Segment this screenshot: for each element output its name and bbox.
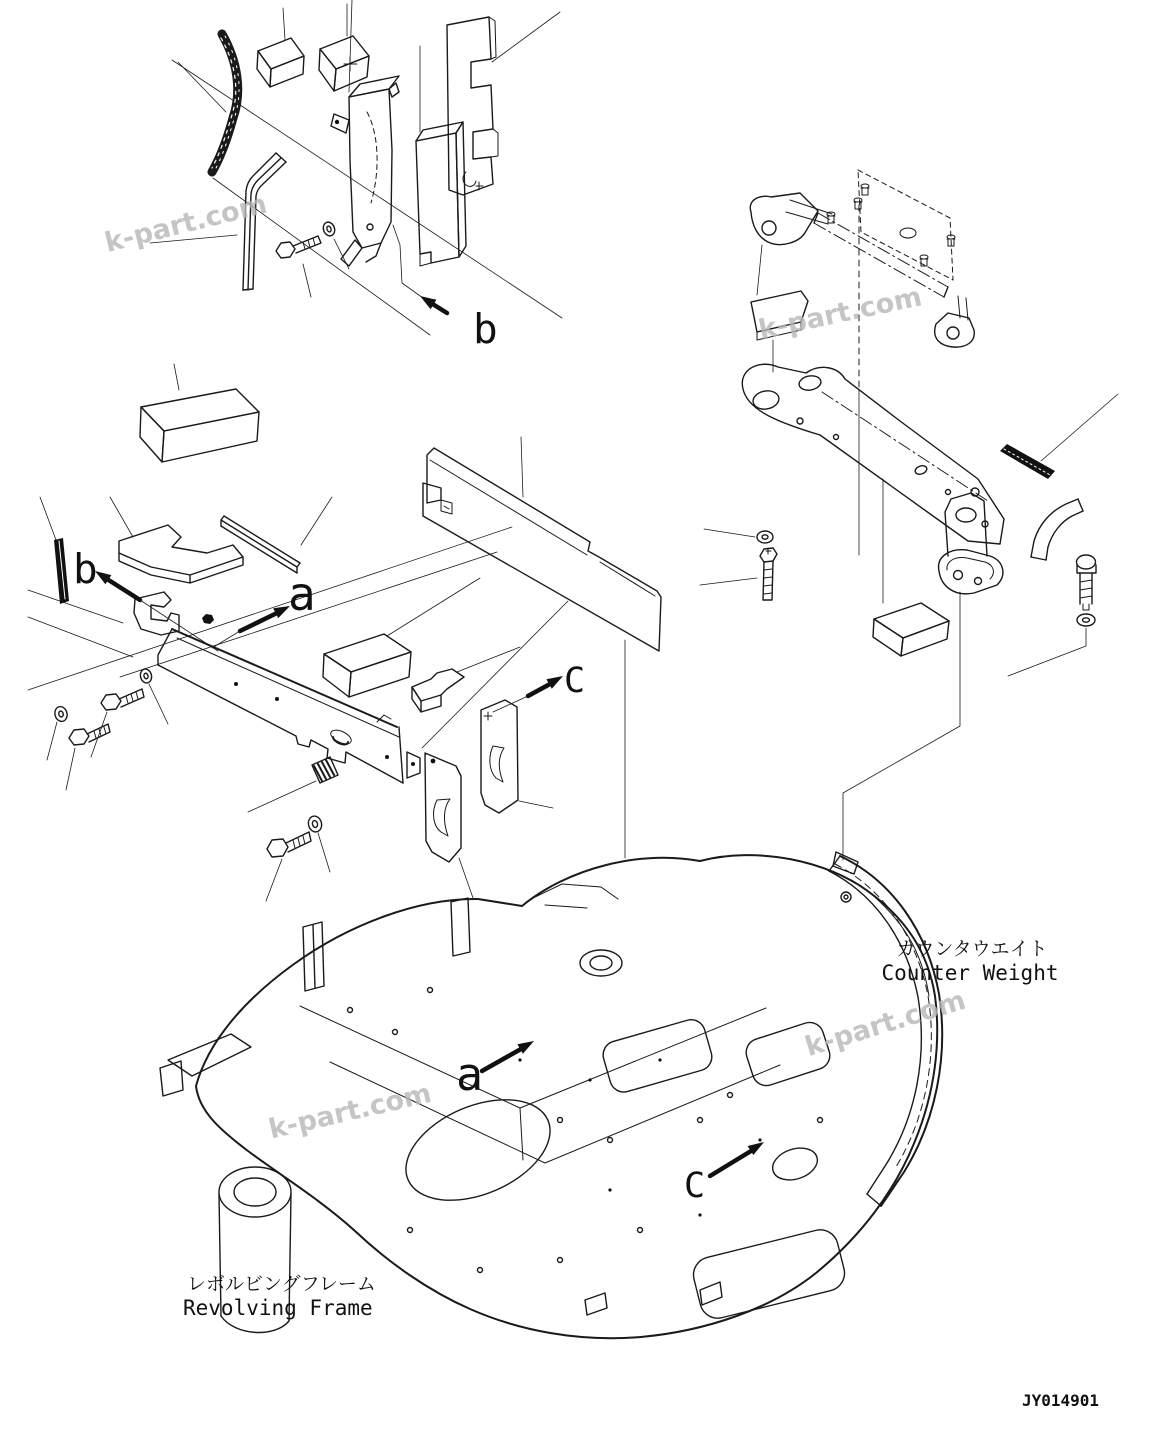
bolt-right <box>1077 555 1097 610</box>
view-label-c-frame: C <box>684 1166 706 1206</box>
revolving-frame-drawing <box>160 855 937 1338</box>
washer <box>47 705 69 760</box>
bolt <box>266 832 311 901</box>
foam-block-stepped <box>412 647 520 712</box>
small-fasteners <box>827 184 955 266</box>
view-label-a-mid: a <box>288 567 316 621</box>
small-holes <box>348 988 823 1273</box>
watermark-text: k-part.com <box>755 281 925 347</box>
view-label-c-mid: C <box>564 661 586 701</box>
deck-hole-small <box>768 1143 821 1186</box>
view-arrow-a-mid <box>212 567 316 648</box>
foam-pad-l-shaped <box>110 497 243 583</box>
view-arrow-a-frame <box>456 1041 534 1101</box>
counterweight-bracket-group <box>625 170 1118 860</box>
mesh-plate <box>248 757 338 812</box>
seal-parts-group-b <box>150 0 562 335</box>
foam-pad-small-2 <box>319 36 369 91</box>
view-label-b-top: b <box>473 305 498 353</box>
bolt-left-vertical <box>760 548 777 600</box>
washer <box>307 815 330 872</box>
view-label-a-frame: a <box>456 1048 484 1101</box>
view-arrow-b-left <box>73 545 218 651</box>
view-arrow-b-top <box>393 225 498 353</box>
watermarks <box>102 189 970 1146</box>
section-boundary-lines <box>28 527 568 748</box>
foam-pad-small-1 <box>257 38 304 87</box>
deck-posts <box>303 898 470 991</box>
watermark-text: k-part.com <box>801 984 970 1063</box>
view-arrow-c-frame <box>684 1142 764 1206</box>
revolving-frame-label-ja: レボルビングフレーム <box>187 1273 376 1295</box>
cover-parts-group-a <box>28 364 661 901</box>
upper-support-bracket <box>750 170 974 555</box>
bolt <box>66 724 110 790</box>
view-label-b-left: b <box>73 545 98 593</box>
counterweight-label-ja: カウンタウエイト <box>896 938 1048 960</box>
curved-arm <box>1031 499 1083 560</box>
washer <box>321 221 336 238</box>
support-plate <box>742 364 1004 544</box>
side-cover-plate-c <box>481 700 553 813</box>
foam-block-long <box>140 364 259 462</box>
side-panel-large <box>423 437 661 651</box>
cover-plate-lower <box>425 753 473 898</box>
washer-right <box>1008 614 1095 676</box>
left-arm-bracket <box>160 1034 251 1096</box>
center-boss <box>580 950 622 976</box>
washer-left <box>700 529 773 585</box>
drawing-number: JY014901 <box>1022 1391 1100 1410</box>
foam-block-small <box>323 578 480 697</box>
mount-pad-right <box>873 479 949 656</box>
bolt <box>91 689 144 757</box>
bolt <box>276 236 321 258</box>
watermark-text: k-part.com <box>265 1077 435 1146</box>
revolving-frame-label-en: Revolving Frame <box>183 1296 373 1320</box>
leader-lines <box>625 592 960 860</box>
view-arrow-c-mid <box>493 661 585 712</box>
foam-strip-bar <box>221 497 332 573</box>
counterweight-label-en: Counter Weight <box>881 961 1059 985</box>
seal-strip-vertical-b <box>40 497 69 604</box>
edge-tabs <box>585 1282 722 1315</box>
seal-strip-curved <box>212 34 239 172</box>
notched-cover-plate <box>447 17 498 195</box>
seal-strip-right <box>1000 394 1118 479</box>
bracket-plate <box>331 76 399 266</box>
watermark-text: k-part.com <box>101 188 271 259</box>
